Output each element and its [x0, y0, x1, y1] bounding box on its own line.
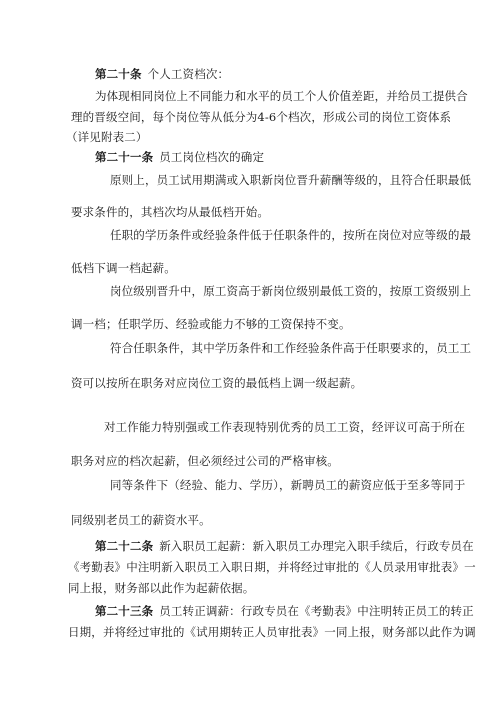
- article-21-line-1: 原则上，员工试用期满或入职新岗位晋升薪酬等级的，且符合任职最低: [110, 173, 472, 187]
- article-22-line-3: 同上报，财务部以此作为起薪依据。: [68, 581, 255, 595]
- article-21-line-3: 任职的学历条件或经验条件低于任职条件的，按所在岗位对应等级的最: [110, 228, 472, 242]
- article-21-line-10: 职务对应的档次起薪，但必须经过公司的严格审核。: [71, 454, 339, 468]
- article-20-title: 个人工资档次：: [147, 67, 230, 81]
- article-21-title: 员工岗位档次的确定: [159, 150, 265, 164]
- article-23-line-2: 日期，并将经过审批的《试用期转正人员审批表》一同上报，财务部以此作为调: [68, 625, 476, 639]
- article-23-text: 员工转正调薪：行政专员在《考勤表》中注明转正员工的转正: [159, 604, 474, 618]
- article-21-line-5: 岗位级别晋升中，原工资高于新岗位级别最低工资的，按原工资级别上: [110, 284, 472, 298]
- article-20-number: 第二十条: [95, 67, 142, 81]
- article-21-line-11: 同等条件下（经验、能力、学历），新聘员工的薪资应低于至多等同于: [110, 478, 466, 492]
- article-20-heading: [95, 66, 229, 82]
- article-21-line-8: 资可以按所在职务对应岗位工资的最低档上调一级起薪。: [71, 376, 363, 390]
- article-22-line-1: [95, 538, 474, 554]
- article-22-text: 新入职员工起薪：新入职员工办理完入职手续后，行政专员在: [159, 539, 474, 553]
- article-23-number: 第二十三条: [95, 604, 154, 618]
- article-22-number: 第二十二条: [95, 539, 154, 553]
- article-20-para-line-1: 为体现相同岗位上不同能力和水平的员工个人价值差距，并给员工提供合: [95, 89, 468, 103]
- article-20-para-line-2: 理的晋级空间，每个岗位等从低分为4-6个档次，形成公司的岗位工资体系: [71, 110, 452, 124]
- article-21-line-4: 低档下调一档起薪。: [71, 261, 176, 275]
- article-21-heading: [95, 149, 264, 165]
- article-21-line-9: 对工作能力特别强或工作表现特别优秀的员工工资，经评议可高于所在: [104, 420, 466, 434]
- article-21-line-12: 同级别老员工的薪资水平。: [71, 513, 211, 527]
- article-21-line-2: 要求条件的，其档次均从最低档开始。: [71, 205, 270, 219]
- article-21-line-7: 符合任职条件，其中学历条件和工作经验条件高于任职要求的，员工工: [110, 341, 472, 355]
- article-21-line-6: 调一档；任职学历、经验或能力不够的工资保持不变。: [71, 317, 351, 331]
- article-22-line-2: 《考勤表》中注明新入职员工入职日期，并将经过审批的《人员录用审批表》一: [68, 560, 476, 574]
- article-20-para-line-3: （详见附表二）: [66, 130, 148, 144]
- article-21-number: 第二十一条: [95, 150, 154, 164]
- article-23-line-1: [95, 603, 474, 619]
